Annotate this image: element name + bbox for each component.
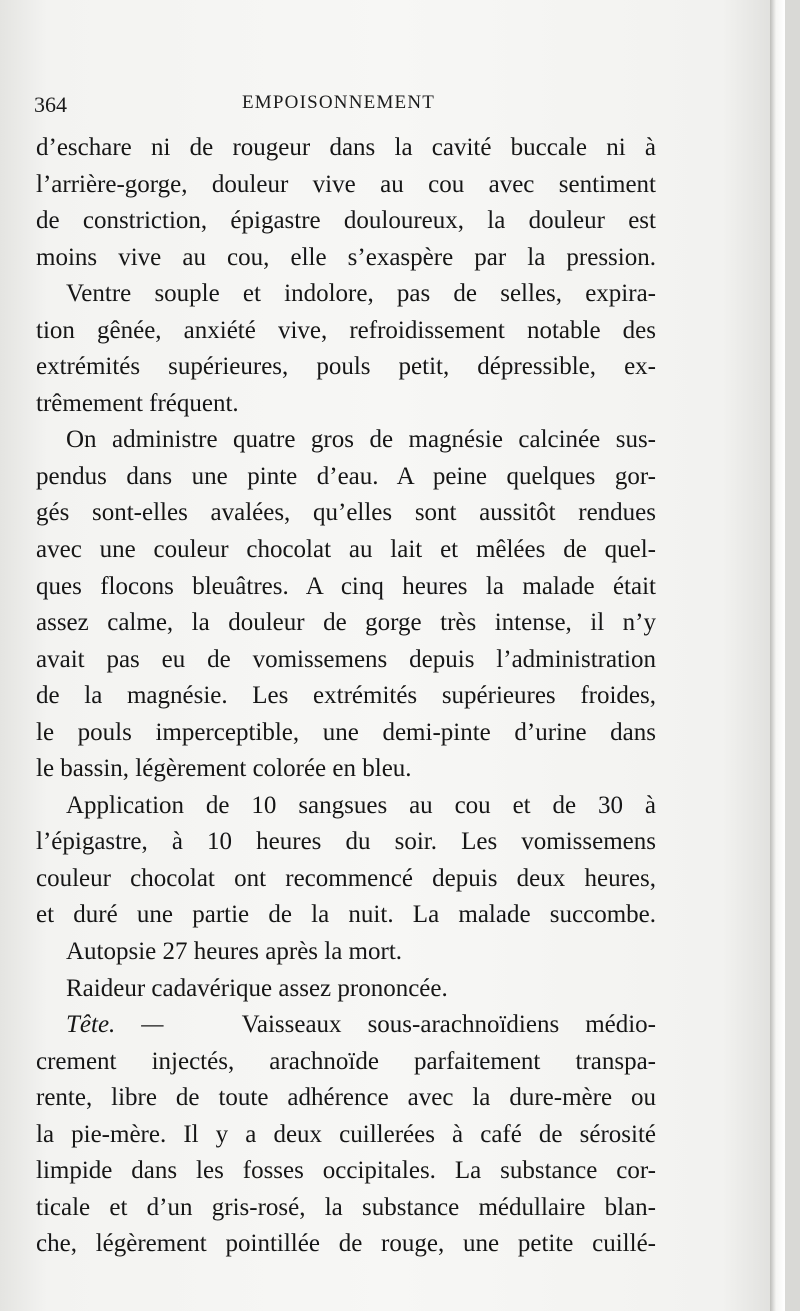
section-label-tete: Tête. — bbox=[66, 1011, 164, 1039]
page-header bbox=[34, 86, 674, 120]
text-line: extrémités supérieures, pouls petit, dépressible, ex- bbox=[36, 353, 656, 381]
text-line: de constriction, épigastre douloureux, la douleur est bbox=[36, 207, 656, 235]
text-line: d’eschare ni de rougeur dans la cavité buccale ni à bbox=[36, 134, 656, 161]
text-line: le pouls imperceptible, une demi-pinte d’urine dans bbox=[36, 718, 656, 746]
text-line: limpide dans les fosses occipitales. La substance cor- bbox=[36, 1157, 656, 1185]
text-line: le bassin, légèrement colorée en bleu. bbox=[36, 755, 412, 783]
text-line: Application de 10 sangsues au cou et de 30 à bbox=[66, 791, 656, 819]
page-number: 364 bbox=[34, 92, 67, 117]
text-line: che, légèrement pointillée de rouge, une petite cuillé- bbox=[36, 1230, 656, 1258]
running-head: EMPOISONNEMENT bbox=[242, 92, 436, 113]
text-line: la pie-mère. Il y a deux cuillerées à café de sérosité bbox=[36, 1120, 656, 1148]
text-line: ticale et d’un gris-rosé, la substance médullaire blan- bbox=[36, 1193, 656, 1221]
text-line: l’arrière-gorge, douleur vive au cou avec sentiment bbox=[36, 170, 656, 198]
text-line bbox=[36, 1007, 656, 1044]
text-line: Raideur cadavérique assez prononcée. bbox=[66, 974, 448, 1002]
text-line: rente, libre de toute adhérence avec la dure-mère ou bbox=[36, 1084, 656, 1112]
text-line: gés sont-elles avalées, qu’elles sont aussitôt rendues bbox=[36, 499, 656, 527]
body-text bbox=[36, 130, 656, 1263]
text-line: ques flocons bleuâtres. A cinq heures la malade était bbox=[36, 572, 656, 600]
text-line: Autopsie 27 heures après la mort. bbox=[66, 938, 403, 966]
text-line: avec une couleur chocolat au lait et mêlées de quel- bbox=[36, 536, 656, 564]
text-line: l’épigastre, à 10 heures du soir. Les vomissemens bbox=[36, 828, 656, 856]
text-line: tion gênée, anxiété vive, refroidissement notable des bbox=[36, 316, 656, 344]
text-line: assez calme, la douleur de gorge très intense, il n’y bbox=[36, 609, 656, 637]
text-line: et duré une partie de la nuit. La malade succombe. bbox=[36, 901, 656, 929]
text-line: pendus dans une pinte d’eau. A peine quelques gor- bbox=[36, 462, 656, 490]
text-line: couleur chocolat ont recommencé depuis deux heures, bbox=[36, 864, 656, 892]
text-line: Ventre souple et indolore, pas de selles, expira- bbox=[66, 280, 656, 308]
text-line: trêmement fréquent. bbox=[36, 389, 239, 417]
text-line: de la magnésie. Les extrémités supérieures froides, bbox=[36, 682, 656, 710]
text-line: crement injectés, arachnoïde parfaitement transpa- bbox=[36, 1047, 656, 1075]
text-span: Vaisseaux sous-arachnoïdiens médio- bbox=[241, 1011, 657, 1039]
text-line: avait pas eu de vomissemens depuis l’administration bbox=[36, 645, 656, 673]
text-line: moins vive au cou, elle s’exaspère par la pression. bbox=[36, 243, 656, 271]
text-line: On administre quatre gros de magnésie calcinée sus- bbox=[66, 426, 656, 454]
page-edge bbox=[770, 0, 785, 1311]
